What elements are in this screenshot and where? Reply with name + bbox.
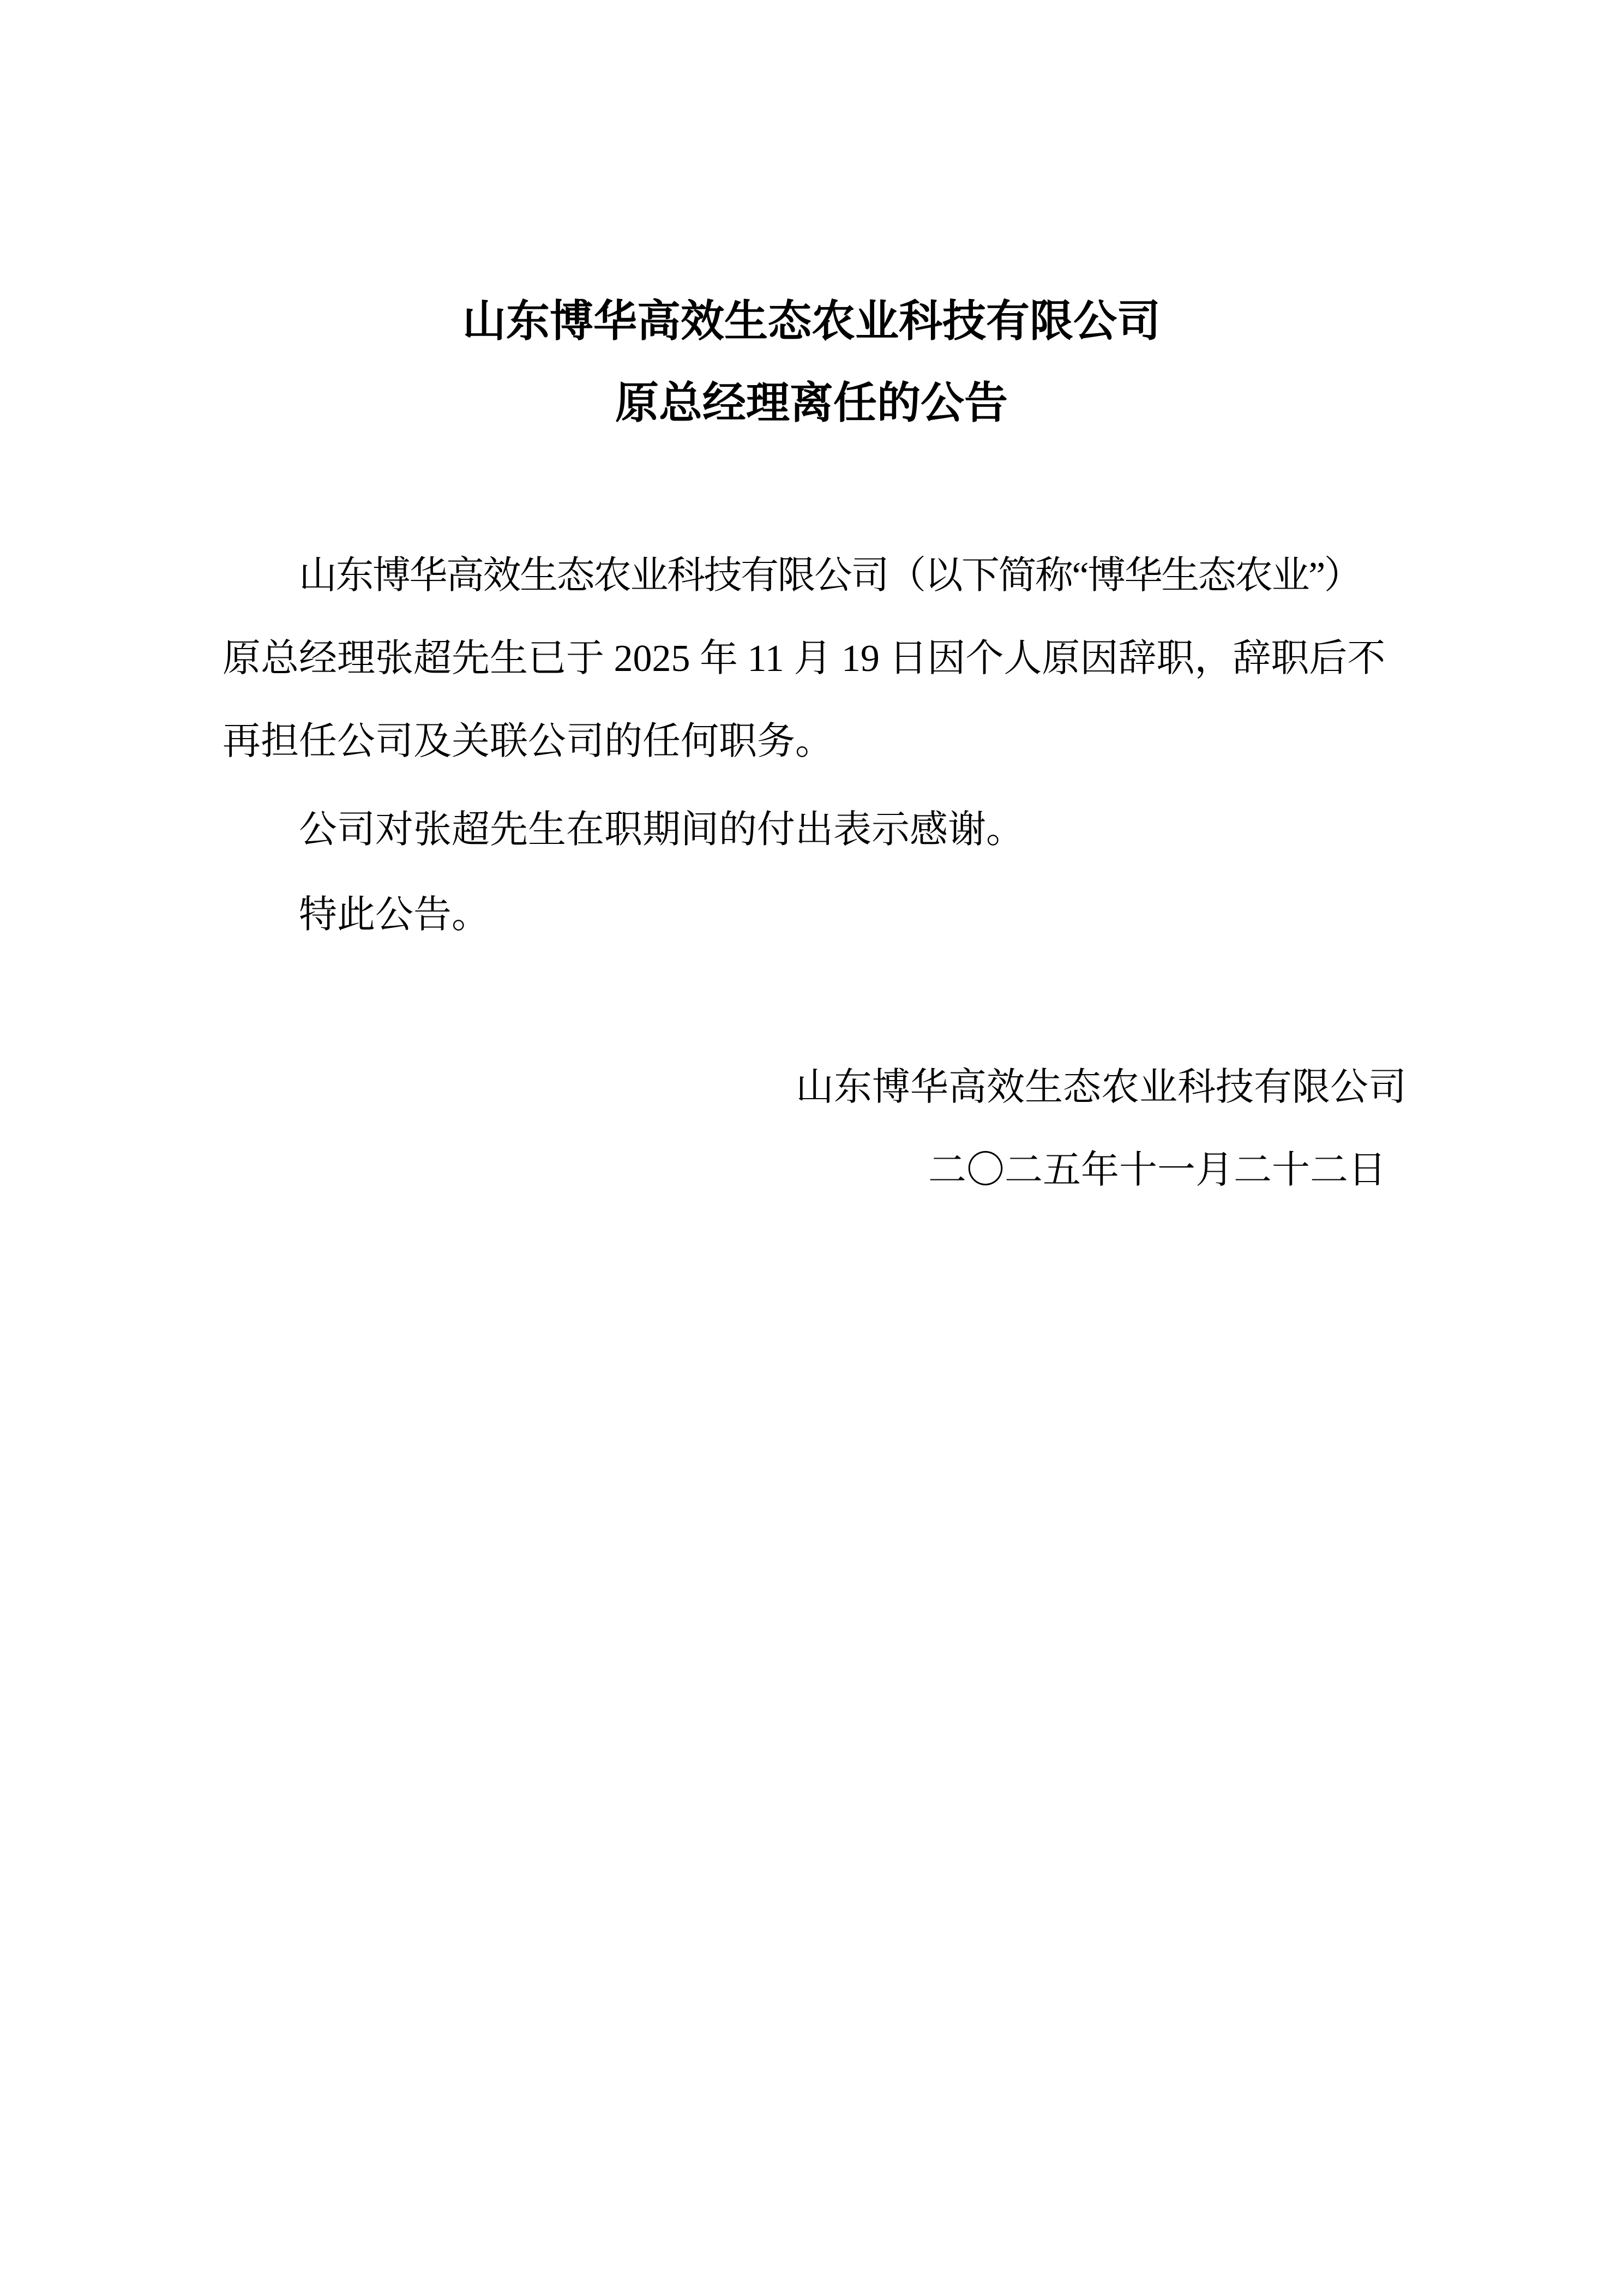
paragraph2-thanks: 公司对张超先生在职期间的付出表示感谢。 <box>299 809 1024 851</box>
paragraph1-line3: 再担任公司及关联公司的任何职务。 <box>223 721 833 763</box>
signature-date: 二〇二五年十一月二十二日 <box>928 1149 1386 1191</box>
signature-company-name: 山东博华高效生态农业科技有限公司 <box>796 1066 1406 1108</box>
paragraph1-line2: 原总经理张超先生已于 2025 年 11 月 19 日因个人原因辞职，辞职后不 <box>223 638 1386 680</box>
document-title-announcement: 原总经理离任的公告 <box>615 380 1008 428</box>
document-title-company: 山东博华高效生态农业科技有限公司 <box>462 298 1161 346</box>
paragraph3-hereby-announced: 特此公告。 <box>299 894 490 936</box>
paragraph1-line1: 山东博华高效生态农业科技有限公司（以下简称“博华生态农业”） <box>299 555 1361 597</box>
